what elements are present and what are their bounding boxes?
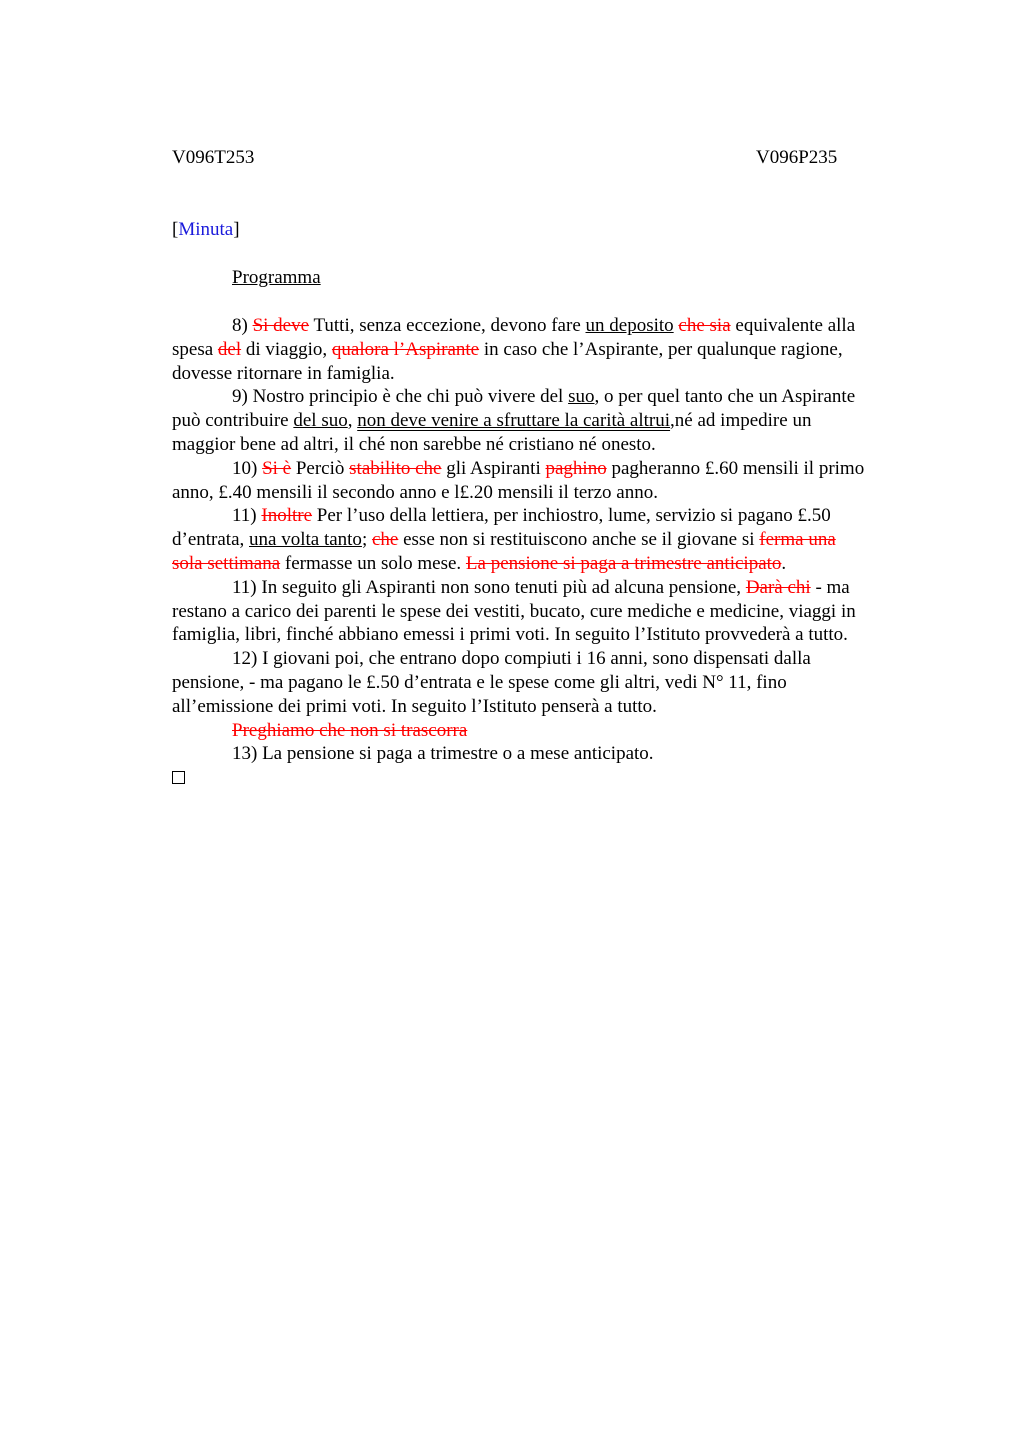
text-run: pensione, - ma pagano le £.50 d’entrata e le spese come gli altri, vedi N° 11, fino — [172, 671, 787, 693]
document-body — [172, 314, 922, 790]
deleted-text: stabilito che — [349, 457, 442, 479]
p9-line-1 — [172, 385, 922, 409]
text-run: in caso che l’Aspirante, per qualunque ragione, — [479, 338, 843, 360]
text-run: restano a carico dei parenti le spese dei vestiti, bucato, cure mediche e medicine, viaggi in — [172, 600, 856, 622]
text-run: all’emissione dei primi voti. In seguito l’Istituto penserà a tutto. — [172, 695, 657, 717]
p10-line-1 — [172, 457, 922, 481]
p12-line-2 — [172, 671, 922, 695]
text-run: ; — [361, 529, 372, 551]
deleted-text: sola settimana — [172, 552, 281, 574]
text-run: 9) Nostro principio è che chi può vivere del — [232, 386, 569, 408]
deleted-line — [172, 719, 922, 743]
deleted-text: La pensione si paga a trimestre anticipato — [465, 552, 782, 574]
text-run: 11) In seguito gli Aspiranti non sono tenuti più ad alcuna pensione, — [232, 576, 746, 598]
text-run: spesa — [172, 338, 218, 360]
deleted-text: Si è — [262, 457, 292, 479]
text-run: gli Aspiranti — [441, 457, 546, 479]
text-run: ,né ad impedire un — [670, 410, 812, 432]
p12-line-3 — [172, 695, 922, 719]
p8-line-1 — [172, 314, 922, 338]
p13-line-1 — [172, 742, 922, 766]
p12-line-1 — [172, 647, 922, 671]
minuta-text: Minuta — [178, 219, 234, 240]
text-run: . — [781, 552, 787, 574]
text-run: equivalente alla — [730, 315, 856, 336]
text-run: maggior bene ad altri, il ché non sarebbe né cristiano né onesto. — [172, 433, 656, 455]
text-run: , — [347, 410, 358, 432]
double-underlined-text: non deve venire a sfruttare la carità altrui — [357, 410, 671, 432]
deleted-text: del — [217, 338, 242, 360]
deleted-text: che — [371, 529, 399, 551]
text-run: 8) — [232, 315, 253, 336]
text-run: dovesse ritornare in famiglia. — [172, 362, 395, 384]
text-run: famiglia, libri, finché abbiano emessi i primi voti. In seguito l’Istituto provvederà a tutto. — [172, 624, 848, 646]
p11a-line-3 — [172, 552, 922, 576]
text-run: , o per quel tanto che un Aspirante — [594, 386, 856, 408]
bracket-open: [ — [172, 219, 179, 240]
text-run: di viaggio, — [241, 338, 332, 360]
text-run: 13) La pensione si paga a trimestre o a mese anticipato. — [232, 743, 654, 765]
minuta-label — [172, 219, 240, 241]
deleted-text: ferma una — [759, 529, 836, 551]
p11b-line-3 — [172, 623, 922, 647]
deleted-text: Si deve — [252, 315, 310, 336]
underlined-text: una volta tanto — [249, 529, 362, 551]
underlined-text: del suo — [293, 410, 348, 432]
text-run: Per l’uso della lettiera, per inchiostro, lume, servizio si pagano £.50 — [312, 505, 831, 527]
end-square-icon — [172, 771, 185, 784]
text-run: pagheranno £.60 mensili il primo — [606, 457, 865, 479]
deleted-text: Preghiamo che non si trascorra — [232, 719, 468, 741]
text-run: esse non si restituiscono anche se il giovane si — [398, 529, 760, 551]
title-text: Programma — [232, 267, 321, 288]
text-run: 11) — [232, 505, 262, 527]
p11a-line-1 — [172, 504, 922, 528]
text-run: fermasse un solo mese. — [280, 552, 466, 574]
underlined-text: suo — [568, 386, 595, 408]
underlined-text: un deposito — [585, 315, 674, 336]
text-run: può contribuire — [172, 410, 294, 432]
text-run: - ma — [810, 576, 850, 598]
p9-line-3 — [172, 433, 922, 457]
left-document-code: V096T253 — [172, 147, 255, 168]
p11a-line-2 — [172, 528, 922, 552]
right-document-code: V096P235 — [756, 147, 838, 168]
p8-line-3 — [172, 362, 922, 386]
deleted-text: qualora l’Aspirante — [331, 338, 480, 360]
text-run: Perciò — [291, 457, 350, 479]
text-run: Tutti, senza eccezione, devono fare — [309, 315, 586, 336]
text-run: 12) I giovani poi, che entrano dopo compiuti i 16 anni, sono dispensati dalla — [232, 648, 811, 670]
end-marker-line — [172, 766, 922, 790]
deleted-text: Inoltre — [261, 505, 313, 527]
deleted-text: paghino — [545, 457, 607, 479]
p9-line-2 — [172, 409, 922, 433]
document-title — [232, 267, 321, 289]
p10-line-2 — [172, 481, 922, 505]
p11b-line-2 — [172, 600, 922, 624]
deleted-text: che sia — [678, 315, 731, 336]
p8-line-2 — [172, 338, 922, 362]
bracket-close: ] — [233, 219, 240, 240]
text-run: 10) — [232, 457, 263, 479]
p11b-line-1 — [172, 576, 922, 600]
text-run: anno, £.40 mensili il secondo anno e l£.20 mensili il terzo anno. — [172, 481, 658, 503]
deleted-text: Darà chi — [745, 576, 811, 598]
text-run: d’entrata, — [172, 529, 250, 551]
